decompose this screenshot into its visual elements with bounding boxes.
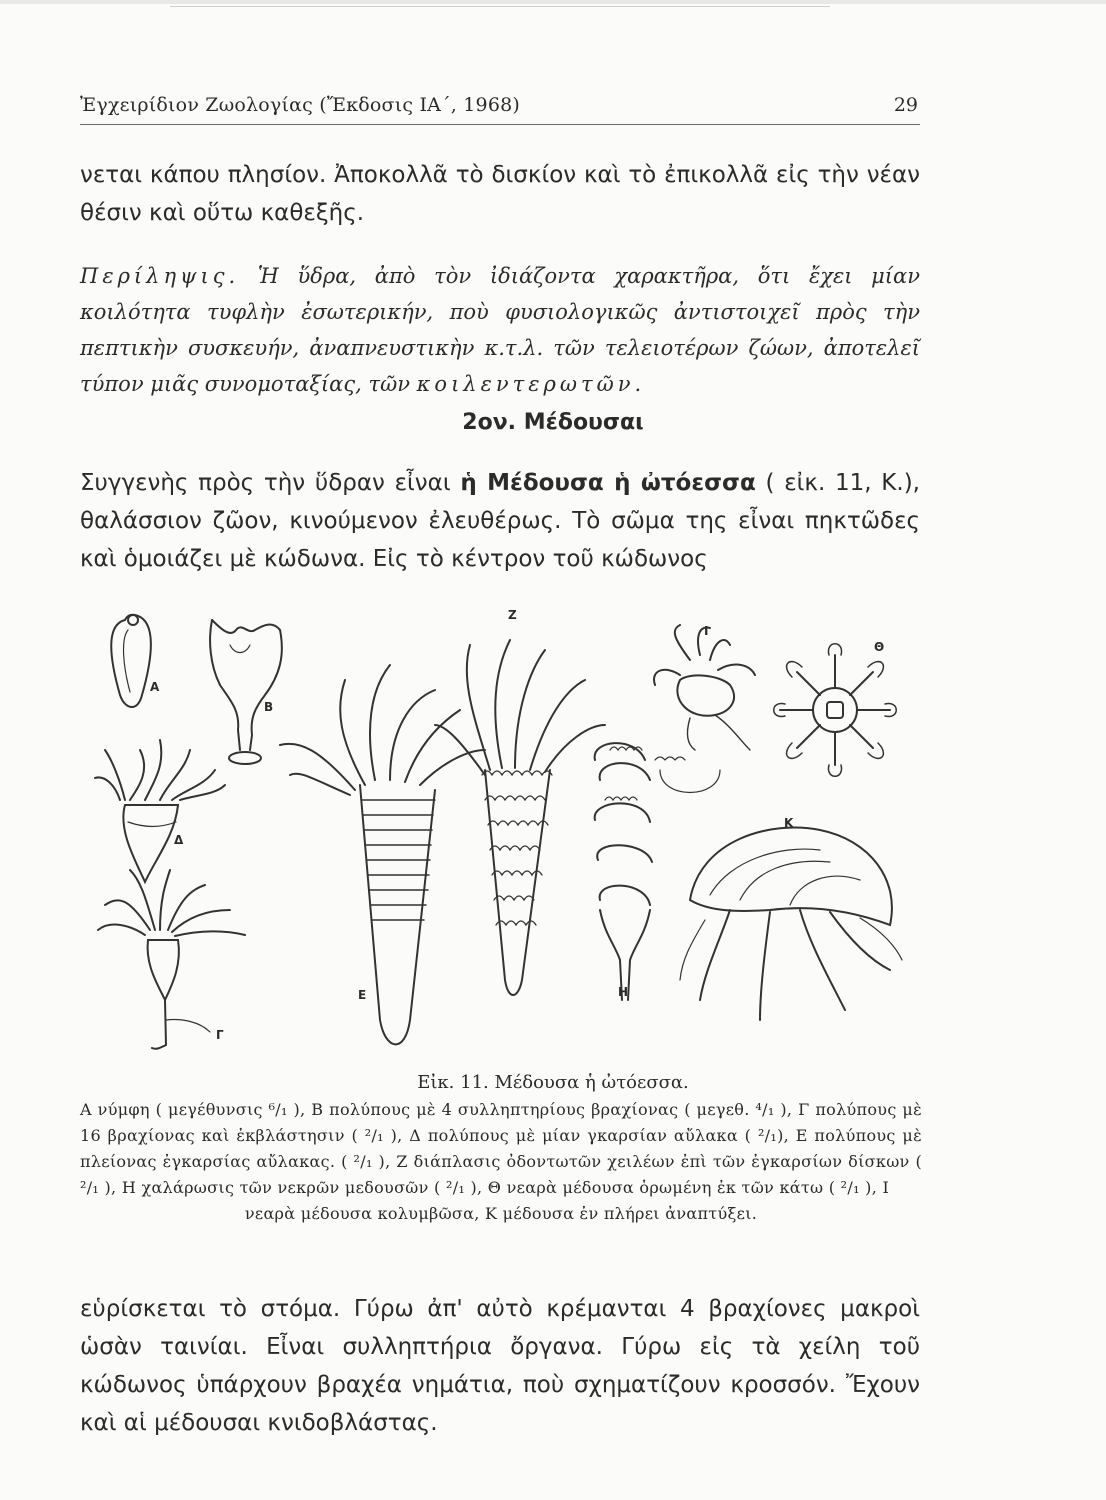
header-rule [80, 124, 920, 125]
medusa-life-cycle-figure [90, 600, 940, 1060]
figure-label-th: Θ [874, 640, 885, 654]
medusa-name: ἡ Μέδουσα ἡ ὠτόεσσα [460, 470, 756, 496]
summary-term-phylum: κοιλεντερωτῶν. [416, 372, 646, 396]
figure-caption-text: Α νύμφη ( μεγέθυνσις ⁶/₁ ), Β πολύπους μὲ 4 συλληπτηρίους βραχίονας ( μεγεθ. ⁴/₁ ), Γ πολύπους μὲ 16 βραχίονας καὶ ἐκβλάστησιν ( ²/₁ ), Δ πολύπους μὲ μίαν γκαρσίαν αὔλακα ( ²/₁), Ε πολύπους μὲ πλείονας ἐγκαρσίας αὔλακας. ( ²/₁ ), Ζ διάπλασις ὀδοντωτῶν χειλέων ἐπὶ τῶν ἐγκαρσίων δίσκων ( ²/₁ ), Η χαλάρωσις τῶν νεκρῶν μεδουσῶν ( ²/₁ ), Θ νεαρὰ μέδουσα ὁρωμένη ἐκ τῶν κάτω ( ²/₁ ), Ι [80, 1100, 922, 1197]
summary-term: Περίληψις. [80, 264, 240, 288]
four-arm-polyp-drawing [210, 620, 282, 764]
life-cycle-drawing [90, 600, 940, 1060]
figure-label-z: Ζ [508, 608, 517, 622]
medusa-from-below-drawing [774, 644, 897, 777]
summary-text: Ἡ ὕδρα, ἀπὸ τὸν ἰδιάζοντα χαρακτῆρα, ὅτι ἔχει μίαν κοιλότητα τυφλὴν ἐσωτερικήν, ποὺ φυσιολογικῶς ἀντιστοιχεῖ πρὸς τὴν πεπτικὴν συσκευήν, ἀναπνευστικὴν κ.τ.λ. τῶν τελειοτέρων ζώων, ἀποτελεῖ τύπον μιᾶς συνομοταξίας, τῶν [80, 264, 920, 396]
figure-caption-last-line: νεαρὰ μέδουσα κολυμβῶσα, Κ μέδουσα ἐν πλήρει ἀναπτύξει. [244, 1204, 758, 1223]
paragraph-medusa-start: Συγγενὴς πρὸς τὴν ὕδραν εἶναι [80, 470, 461, 496]
section-heading: 2ον. Μέδουσαι [462, 410, 644, 435]
adult-medusa-drawing [680, 828, 902, 1020]
figure-label-g: Γ [216, 1028, 224, 1042]
figure-caption-title: Εἰκ. 11. Μέδουσα ἡ ὠτόεσσα. [417, 1072, 689, 1093]
figure-label-k: Κ [784, 816, 794, 830]
figure-label-a: Α [150, 680, 160, 694]
figure-label-d: Δ [174, 833, 184, 847]
sixteen-arm-polyp-drawing [98, 870, 245, 1049]
paragraph-1: νεται κάπου πλησίον. Ἀποκολλᾶ τὸ δισκίον καὶ τὸ ἐπικολλᾶ εἰς τὴν νέαν θέσιν καὶ οὕτω καθεξῆς. [80, 162, 920, 226]
strobila-toothed-drawing [435, 640, 605, 995]
larva-drawing [111, 615, 151, 707]
grooved-polyp-drawing [95, 740, 225, 882]
paragraph-medusa [80, 464, 920, 578]
page-top-edge [0, 0, 1106, 4]
page-header [80, 94, 918, 124]
paragraph-medusa-rest: ( εἰκ. 11, Κ.), θαλάσσιον ζῶον, κινούμενον ἐλευθέρως. Τὸ σῶμα της εἶναι πηκτῶδες καὶ ὁμοιάζει μὲ κώδωνα. Εἰς τὸ κέντρον τοῦ κώδωνος [80, 470, 920, 572]
figure-caption-body [80, 1097, 922, 1227]
figure-label-h: Η [618, 985, 629, 999]
paragraph-mouth: εὑρίσκεται τὸ στόμα. Γύρω ἀπ' αὐτὸ κρέμανται 4 βραχίονες μακροὶ ὡσὰν ταινίαι. Εἶναι συλληπτήρια ὄργανα. Γύρω εἰς τὰ χείλη τοῦ κώδωνος ὑπάρχουν βραχέα νημάτια, ποὺ σχηματίζουν κροσσόν. Ἔχουν καὶ αἱ μέδουσαι κνιδοβλάστας. [80, 1296, 920, 1436]
page-number: 29 [893, 94, 918, 116]
summary-paragraph [80, 258, 920, 402]
running-head: Ἐγχειρίδιον Ζωολογίας (Ἔκδοσις ΙΑ΄, 1968) [80, 94, 521, 116]
swimming-medusa-drawing [654, 625, 755, 750]
figure-label-i: Ι [704, 624, 709, 638]
many-groove-polyp-drawing [280, 665, 485, 1044]
figure-label-b: Β [264, 700, 274, 714]
bleed-through-rule [170, 6, 830, 7]
figure-label-e: Ε [358, 988, 367, 1002]
